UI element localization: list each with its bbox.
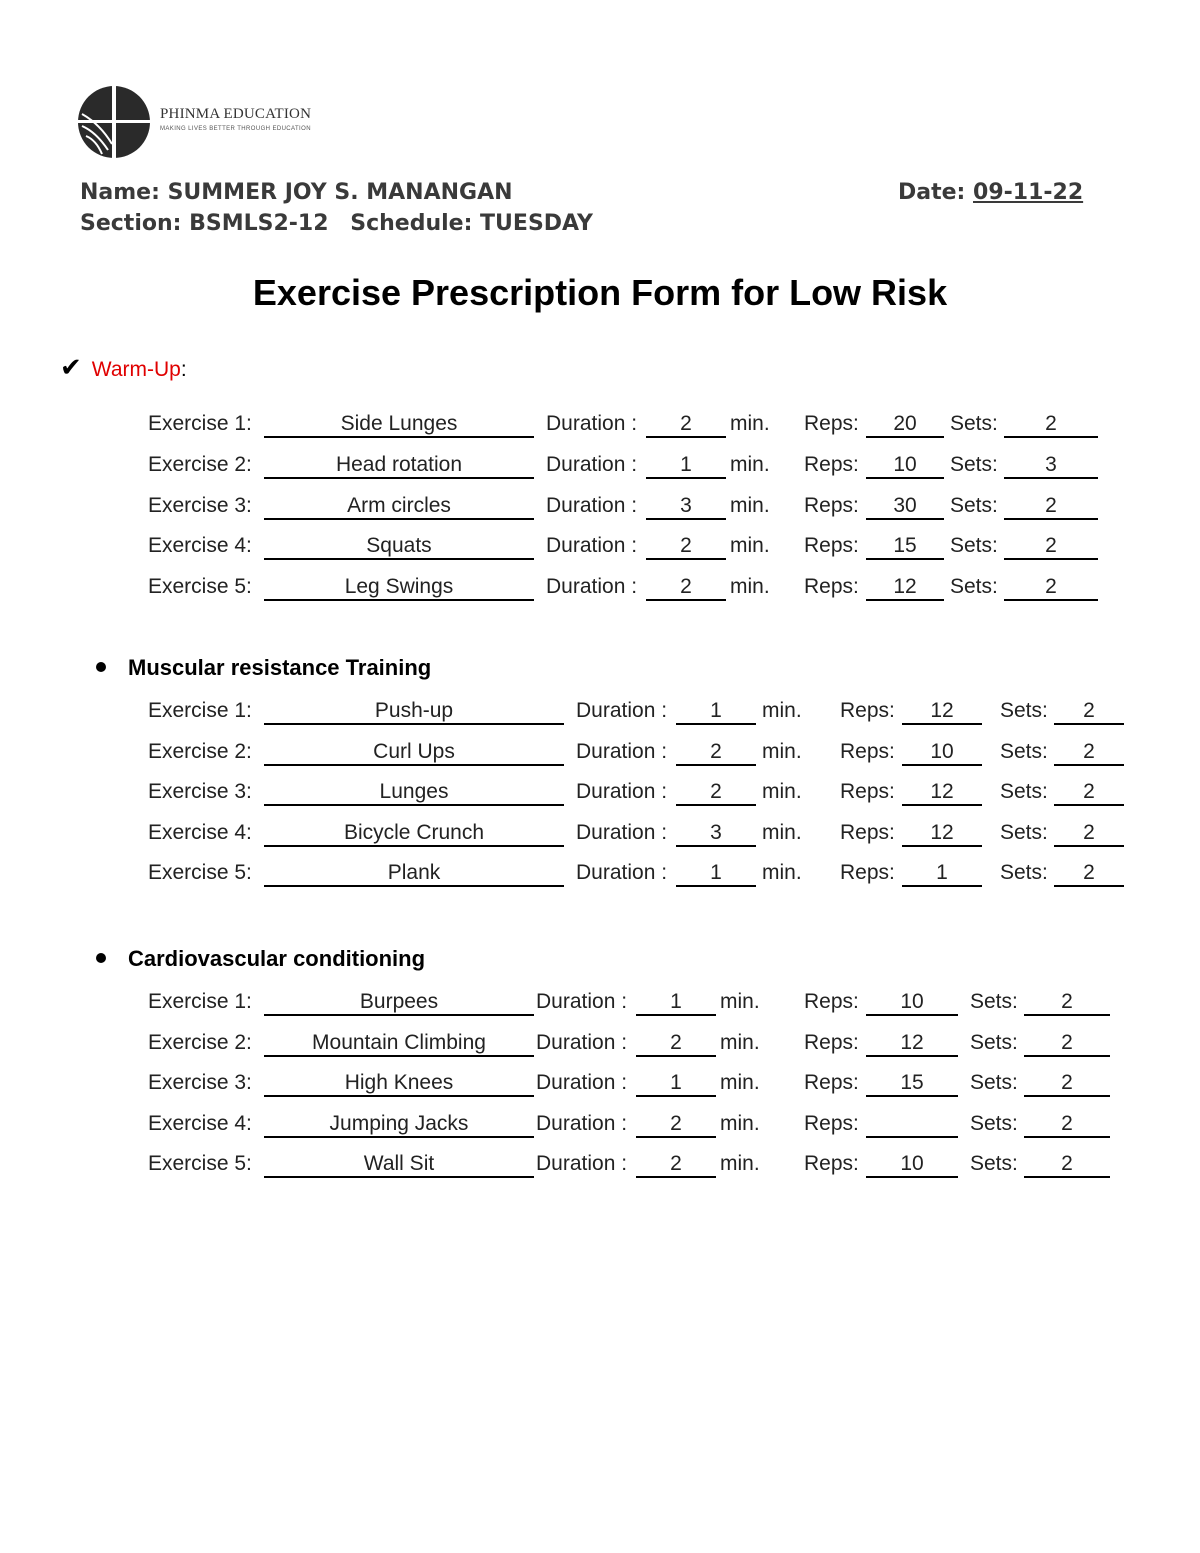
- duration-label: Duration :: [546, 534, 638, 558]
- sets-label: Sets:: [950, 452, 998, 476]
- duration-label: Duration :: [536, 1111, 628, 1135]
- sets-label: Sets:: [970, 990, 1018, 1013]
- sets-field[interactable]: 2: [1054, 699, 1124, 725]
- sets-label: Sets:: [970, 1152, 1018, 1176]
- warmup-label: Warm-Up: [91, 358, 181, 381]
- bullet-icon: [96, 953, 106, 963]
- sets-label: Sets:: [1000, 699, 1048, 722]
- sets-field[interactable]: 2: [1054, 740, 1124, 766]
- name-label: Name:: [80, 180, 160, 205]
- duration-unit: min.: [720, 1071, 760, 1095]
- exercise-label: Exercise 5:: [148, 861, 252, 885]
- exercise-label: Exercise 1:: [148, 412, 252, 435]
- exercise-label: Exercise 4:: [148, 1111, 252, 1135]
- exercise-row: [148, 412, 1148, 442]
- reps-label: Reps:: [804, 412, 859, 435]
- exercise-name-field[interactable]: Jumping Jacks: [264, 1112, 534, 1138]
- sets-label: Sets:: [1000, 820, 1048, 844]
- duration-label: Duration :: [546, 493, 638, 517]
- sets-field[interactable]: 2: [1054, 821, 1124, 847]
- duration-label: Duration :: [576, 780, 668, 804]
- sets-field[interactable]: 2: [1004, 494, 1098, 520]
- reps-label: Reps:: [804, 575, 859, 599]
- duration-label: Duration :: [576, 820, 668, 844]
- exercise-name-field[interactable]: Burpees: [264, 990, 534, 1016]
- section-label: Section:: [80, 211, 182, 236]
- sets-field[interactable]: 2: [1054, 780, 1124, 806]
- reps-field[interactable]: 20: [866, 412, 944, 438]
- exercise-label: Exercise 2:: [148, 452, 252, 476]
- exercise-label: Exercise 3:: [148, 780, 252, 804]
- check-icon: ✔: [60, 352, 82, 382]
- duration-field[interactable]: 3: [646, 494, 726, 520]
- duration-unit: min.: [730, 493, 770, 517]
- reps-label: Reps:: [840, 861, 895, 885]
- duration-field[interactable]: 2: [646, 412, 726, 438]
- sets-label: Sets:: [1000, 780, 1048, 804]
- duration-label: Duration :: [546, 575, 638, 599]
- exercise-label: Exercise 2:: [148, 1030, 252, 1054]
- reps-field[interactable]: [866, 1112, 958, 1138]
- reps-label: Reps:: [804, 1111, 859, 1135]
- name-value: SUMMER JOY S. MANANGAN: [167, 180, 513, 205]
- reps-label: Reps:: [804, 990, 859, 1013]
- reps-label: Reps:: [804, 493, 859, 517]
- sets-label: Sets:: [950, 493, 998, 517]
- duration-field[interactable]: 2: [646, 534, 726, 560]
- reps-field[interactable]: 12: [902, 699, 982, 725]
- exercise-label: Exercise 5:: [148, 575, 252, 599]
- duration-label: Duration :: [576, 699, 668, 722]
- phinma-logo: [76, 84, 336, 160]
- warmup-heading: [60, 352, 187, 383]
- exercise-name-field[interactable]: Plank: [264, 861, 564, 887]
- exercise-label: Exercise 2:: [148, 739, 252, 763]
- duration-unit: min.: [762, 739, 802, 763]
- exercise-name-field[interactable]: Head rotation: [264, 453, 534, 479]
- sets-field[interactable]: 2: [1024, 1152, 1110, 1178]
- duration-label: Duration :: [536, 990, 628, 1013]
- sets-field[interactable]: 2: [1004, 534, 1098, 560]
- sets-field[interactable]: 2: [1004, 575, 1098, 601]
- exercise-name-field[interactable]: Bicycle Crunch: [264, 821, 564, 847]
- duration-unit: min.: [762, 820, 802, 844]
- exercise-label: Exercise 4:: [148, 820, 252, 844]
- exercise-name-field[interactable]: Side Lunges: [264, 412, 534, 438]
- sets-label: Sets:: [950, 412, 998, 435]
- exercise-row: [148, 453, 1148, 483]
- duration-label: Duration :: [546, 452, 638, 476]
- duration-label: Duration :: [536, 1071, 628, 1095]
- section-line: [80, 211, 593, 236]
- sets-label: Sets:: [970, 1111, 1018, 1135]
- duration-field[interactable]: 2: [676, 740, 756, 766]
- sets-field[interactable]: 2: [1004, 412, 1098, 438]
- duration-field[interactable]: 1: [646, 453, 726, 479]
- exercise-label: Exercise 1:: [148, 699, 252, 722]
- duration-unit: min.: [730, 452, 770, 476]
- duration-unit: min.: [720, 1030, 760, 1054]
- sets-field[interactable]: 3: [1004, 453, 1098, 479]
- muscular-heading: [96, 655, 431, 681]
- duration-field[interactable]: 2: [636, 1152, 716, 1178]
- exercise-label: Exercise 5:: [148, 1152, 252, 1176]
- date-label: Date:: [898, 180, 966, 205]
- duration-field[interactable]: 1: [676, 861, 756, 887]
- reps-field[interactable]: 15: [866, 534, 944, 560]
- duration-label: Duration :: [576, 861, 668, 885]
- exercise-row: [148, 1071, 1148, 1101]
- exercise-name-field[interactable]: Arm circles: [264, 494, 534, 520]
- sets-label: Sets:: [1000, 739, 1048, 763]
- date-line: [898, 180, 1083, 205]
- student-name-line: [80, 180, 513, 205]
- exercise-name-field[interactable]: Lunges: [264, 780, 564, 806]
- sets-label: Sets:: [970, 1030, 1018, 1054]
- duration-field[interactable]: 3: [676, 821, 756, 847]
- duration-label: Duration :: [546, 412, 638, 435]
- exercise-row: [148, 990, 1148, 1020]
- reps-field[interactable]: 10: [866, 1152, 958, 1178]
- reps-label: Reps:: [804, 1152, 859, 1176]
- reps-field[interactable]: 12: [866, 1031, 958, 1057]
- schedule-label: Schedule:: [350, 211, 473, 236]
- exercise-label: Exercise 4:: [148, 534, 252, 558]
- logo-name: PHINMA EDUCATION: [160, 106, 312, 122]
- duration-unit: min.: [720, 1152, 760, 1176]
- reps-label: Reps:: [840, 739, 895, 763]
- sets-label: Sets:: [950, 534, 998, 558]
- reps-field[interactable]: 12: [902, 780, 982, 806]
- exercise-name-field[interactable]: Push-up: [264, 699, 564, 725]
- bullet-icon: [96, 662, 106, 672]
- date-value: 09-11-22: [973, 180, 1084, 205]
- duration-unit: min.: [720, 990, 760, 1013]
- reps-field[interactable]: 12: [866, 575, 944, 601]
- exercise-row: [148, 1031, 1148, 1061]
- reps-field[interactable]: 15: [866, 1071, 958, 1097]
- duration-unit: min.: [720, 1111, 760, 1135]
- exercise-name-field[interactable]: High Knees: [264, 1071, 534, 1097]
- sets-field[interactable]: 2: [1024, 1112, 1110, 1138]
- reps-label: Reps:: [804, 1030, 859, 1054]
- reps-field[interactable]: 12: [902, 821, 982, 847]
- exercise-row: [148, 699, 1148, 729]
- sets-label: Sets:: [1000, 861, 1048, 885]
- duration-field[interactable]: 2: [636, 1112, 716, 1138]
- duration-field[interactable]: 1: [676, 699, 756, 725]
- exercise-name-field[interactable]: Curl Ups: [264, 740, 564, 766]
- reps-label: Reps:: [804, 1071, 859, 1095]
- reps-label: Reps:: [804, 534, 859, 558]
- duration-label: Duration :: [536, 1030, 628, 1054]
- phinma-globe-icon: [76, 84, 152, 160]
- exercise-label: Exercise 3:: [148, 1071, 252, 1095]
- exercise-label: Exercise 3:: [148, 493, 252, 517]
- exercise-label: Exercise 1:: [148, 990, 252, 1013]
- sets-field[interactable]: 2: [1024, 1031, 1110, 1057]
- exercise-name-field[interactable]: Leg Swings: [264, 575, 534, 601]
- cardio-heading: [96, 946, 425, 972]
- duration-field[interactable]: 2: [646, 575, 726, 601]
- sets-field[interactable]: 2: [1024, 1071, 1110, 1097]
- duration-unit: min.: [762, 780, 802, 804]
- duration-unit: min.: [730, 575, 770, 599]
- exercise-row: [148, 575, 1148, 605]
- exercise-row: [148, 1152, 1148, 1182]
- reps-field[interactable]: 10: [866, 453, 944, 479]
- duration-label: Duration :: [536, 1152, 628, 1176]
- reps-label: Reps:: [840, 699, 895, 722]
- duration-field[interactable]: 1: [636, 990, 716, 1016]
- exercise-row: [148, 740, 1148, 770]
- exercise-row: [148, 494, 1148, 524]
- exercise-row: [148, 861, 1148, 891]
- reps-field[interactable]: 1: [902, 861, 982, 887]
- exercise-name-field[interactable]: Mountain Climbing: [264, 1031, 534, 1057]
- reps-label: Reps:: [804, 452, 859, 476]
- sets-field[interactable]: 2: [1054, 861, 1124, 887]
- exercise-name-field[interactable]: Wall Sit: [264, 1152, 534, 1178]
- duration-unit: min.: [762, 861, 802, 885]
- sets-label: Sets:: [950, 575, 998, 599]
- reps-field[interactable]: 30: [866, 494, 944, 520]
- exercise-row: [148, 534, 1148, 564]
- warmup-colon: :: [180, 358, 187, 381]
- reps-label: Reps:: [840, 780, 895, 804]
- exercise-row: [148, 780, 1148, 810]
- page-title: Exercise Prescription Form for Low Risk: [252, 272, 948, 313]
- reps-field[interactable]: 10: [866, 990, 958, 1016]
- exercise-row: [148, 821, 1148, 851]
- duration-unit: min.: [730, 534, 770, 558]
- exercise-name-field[interactable]: Squats: [264, 534, 534, 560]
- section-value: BSMLS2-12: [189, 211, 329, 236]
- sets-label: Sets:: [970, 1071, 1018, 1095]
- duration-field[interactable]: 2: [636, 1031, 716, 1057]
- reps-field[interactable]: 10: [902, 740, 982, 766]
- duration-field[interactable]: 2: [676, 780, 756, 806]
- reps-label: Reps:: [840, 820, 895, 844]
- duration-unit: min.: [730, 412, 770, 435]
- duration-unit: min.: [762, 699, 802, 722]
- muscular-label: Muscular resistance Training: [128, 655, 432, 680]
- exercise-row: [148, 1112, 1148, 1142]
- duration-label: Duration :: [576, 739, 668, 763]
- cardio-label: Cardiovascular conditioning: [128, 946, 426, 971]
- duration-field[interactable]: 1: [636, 1071, 716, 1097]
- logo-tagline: MAKING LIVES BETTER THROUGH EDUCATION: [160, 126, 311, 132]
- schedule-value: TUESDAY: [480, 211, 593, 236]
- sets-field[interactable]: 2: [1024, 990, 1110, 1016]
